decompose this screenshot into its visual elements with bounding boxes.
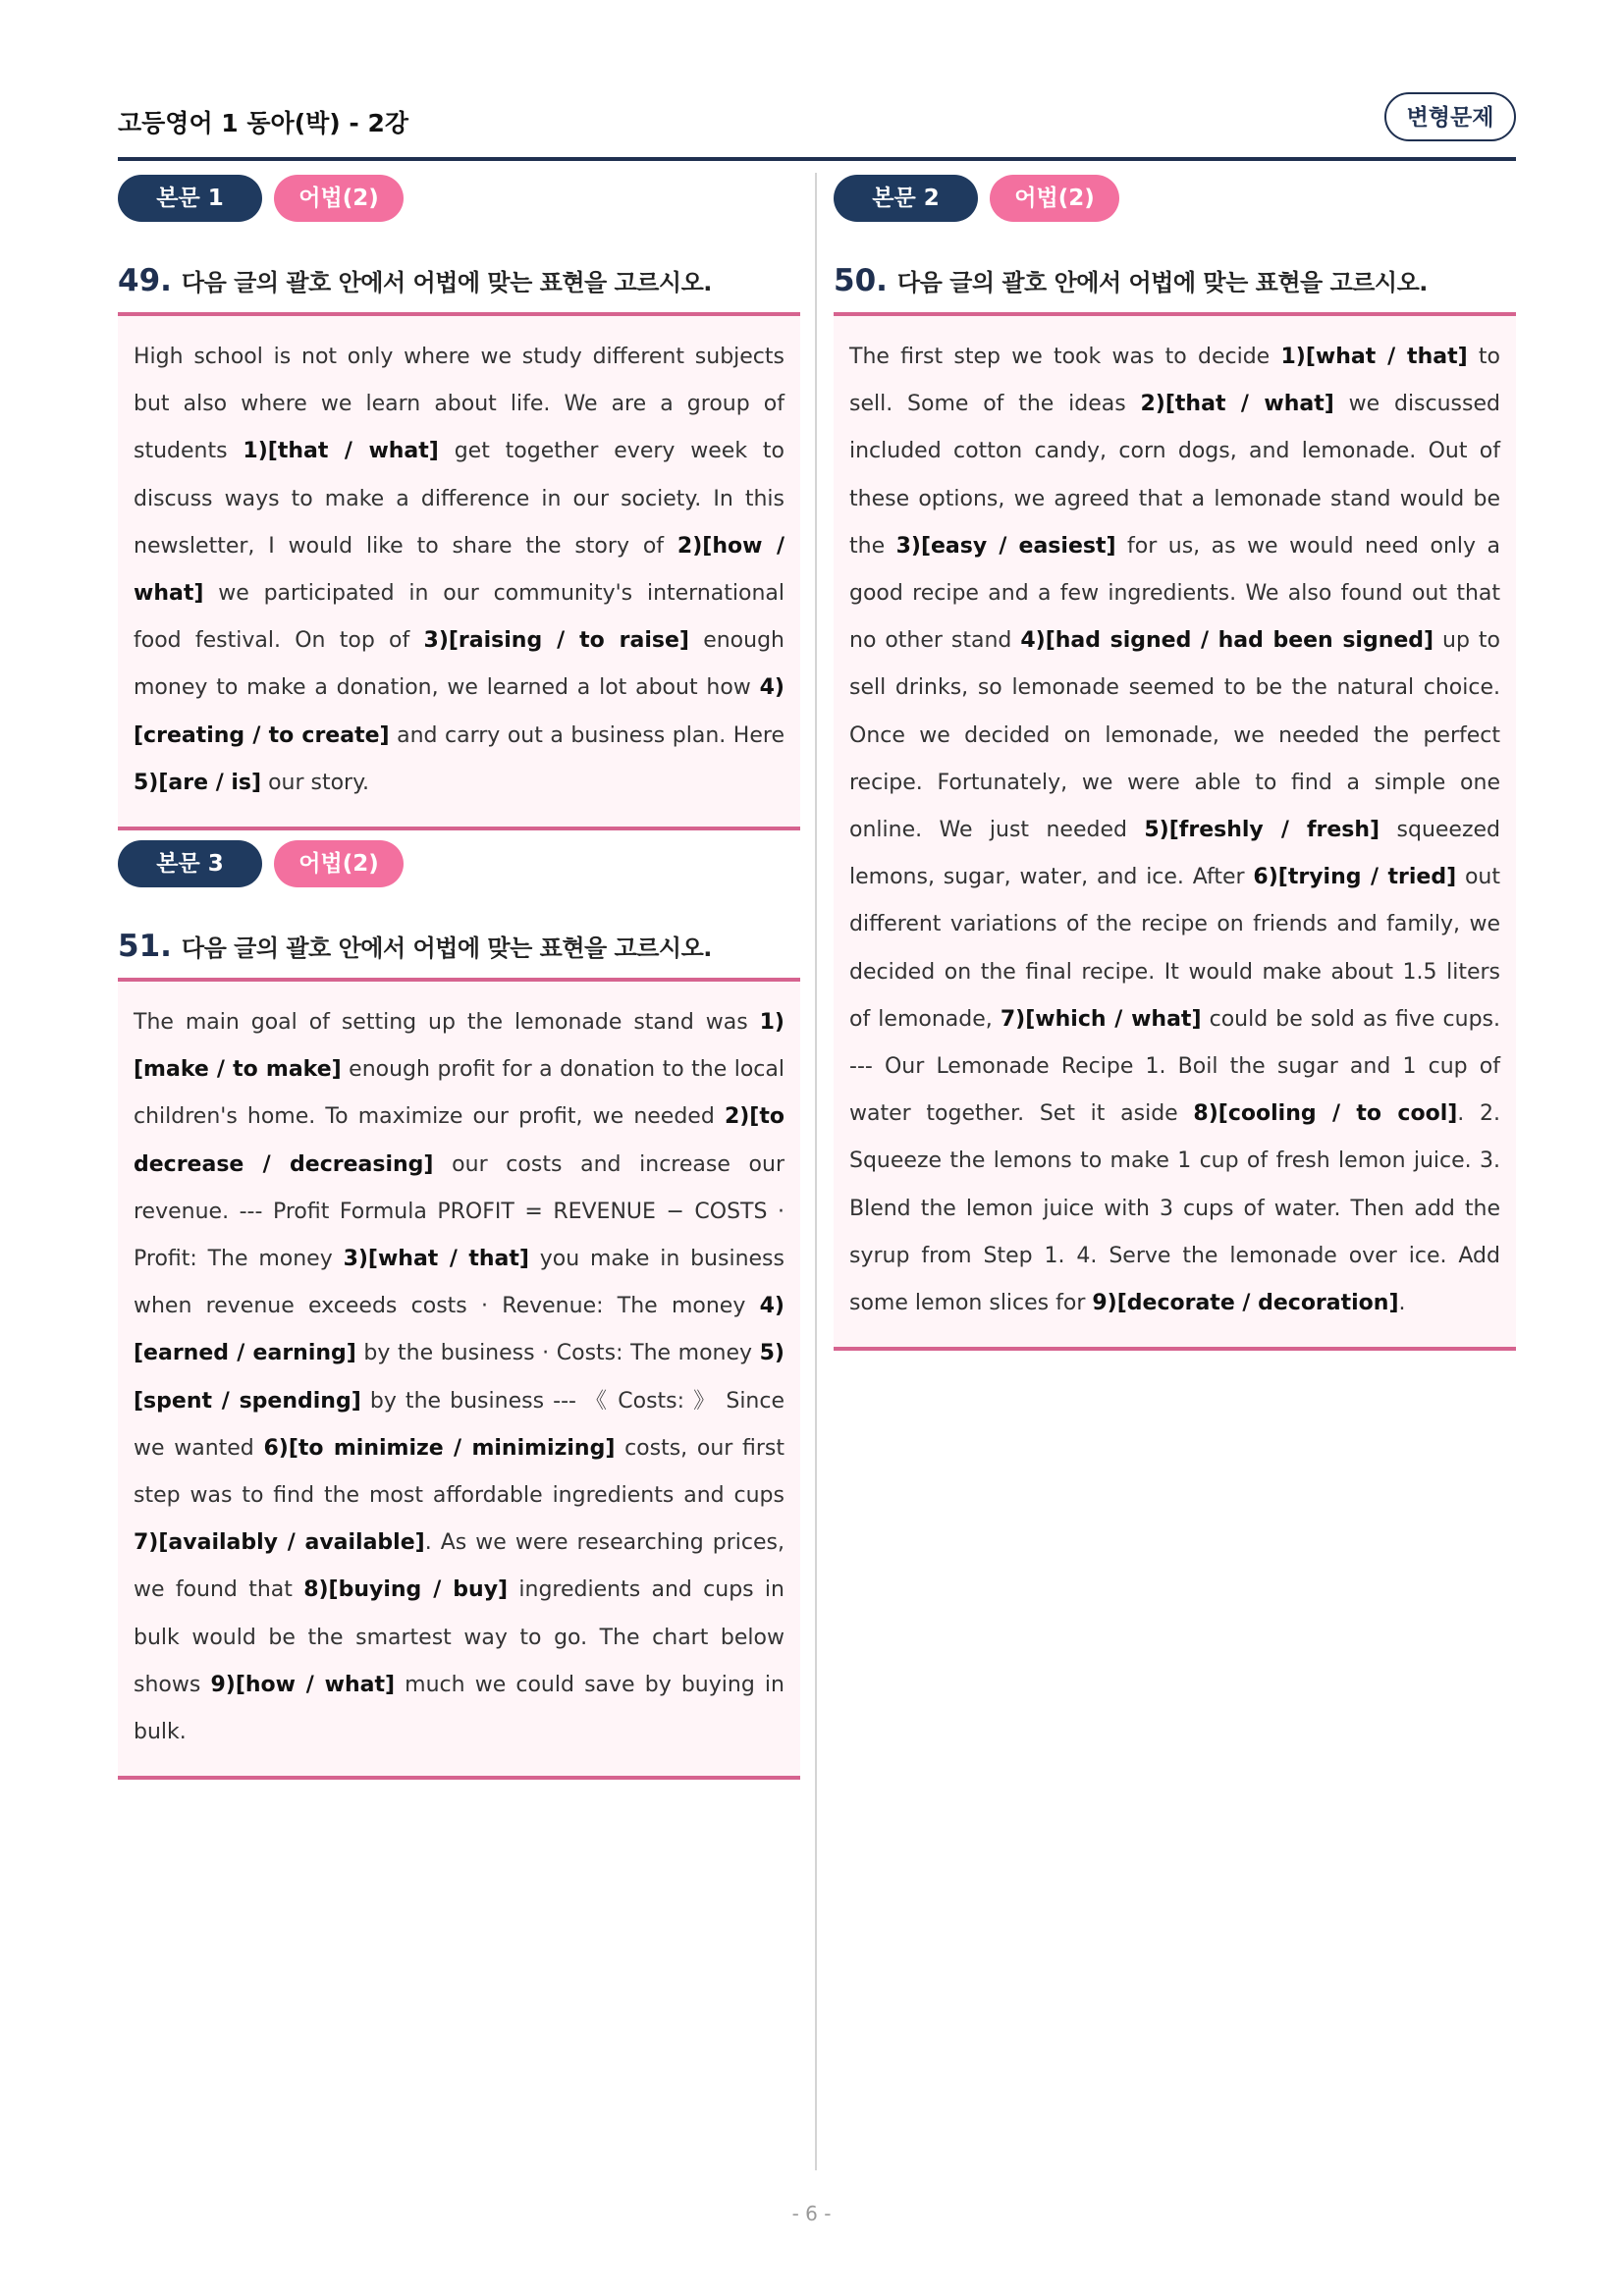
passage-tag: 본문 1 — [118, 175, 262, 222]
passage-segment: could be sold as five cups. --- Our Lemonade Recipe 1. Boil the sugar and 1 cup of water together. Set it aside — [849, 1006, 1500, 1127]
passage-segment: . As we were researching prices, we found that — [134, 1530, 784, 1603]
passage-text — [834, 316, 1516, 1351]
question-section-51 — [118, 840, 800, 1780]
answer-choice: 1)[what / that] — [1280, 345, 1468, 369]
answer-choice: 3)[raising / to raise] — [423, 628, 689, 654]
passage-segment: enough money to make a donation, we learned a lot about how — [134, 628, 784, 701]
question-title — [834, 263, 1516, 316]
passage-segment: our story. — [261, 770, 369, 795]
passage-segment: costs, our first step was to find the most affordable ingredients and cups — [134, 1435, 784, 1509]
passage-segment: ingredients and cups in bulk would be the smartest way to go. The chart below shows — [134, 1577, 784, 1697]
passage-segment: you make in business when revenue exceeds costs · Revenue: The money — [134, 1247, 784, 1319]
page-header — [118, 96, 1516, 161]
passage-tag: 본문 2 — [834, 175, 978, 222]
passage-segment: The main goal of setting up the lemonade stand was — [134, 1010, 760, 1035]
category-tag: 어법(2) — [990, 175, 1119, 222]
question-instruction: 다음 글의 괄호 안에서 어법에 맞는 표현을 고르시오. — [181, 934, 712, 962]
question-section-49 — [118, 175, 800, 830]
answer-choice: 1)[make / to make] — [134, 1010, 784, 1083]
answer-choice: 1)[that / what] — [243, 439, 439, 464]
passage-segment: squeezed lemons, sugar, water, and ice. After — [849, 818, 1501, 890]
column-divider — [815, 173, 817, 2170]
answer-choice: 4)[earned / earning] — [134, 1294, 784, 1366]
passage-segment: High school is not only where we study different subjects but also where we learn about life. We are a group of students — [134, 345, 784, 464]
answer-choice: 4)[creating / to create] — [134, 675, 784, 748]
answer-choice: 9)[decorate / decoration] — [1092, 1291, 1399, 1316]
question-title — [118, 929, 800, 982]
passage-segment: up to sell drinks, so lemonade seemed to be the natural choice. Once we decided on lemonade, we needed the perfect recipe. Fortunately, we were able to find a simple one online. We just needed — [849, 628, 1500, 843]
answer-choice: 6)[to minimize / minimizing] — [263, 1435, 616, 1461]
answer-choice: 4)[had signed / had been signed] — [1020, 628, 1434, 654]
question-type-badge: 변형문제 — [1384, 92, 1516, 141]
question-instruction: 다음 글의 괄호 안에서 어법에 맞는 표현을 고르시오. — [181, 269, 712, 296]
passage-segment: we participated in our community's international food festival. On top of — [134, 581, 784, 654]
category-tag: 어법(2) — [274, 175, 404, 222]
answer-choice: 7)[which / what] — [1000, 1006, 1202, 1032]
answer-choice: 7)[availably / available] — [134, 1530, 425, 1556]
question-number: 50. — [834, 263, 888, 298]
answer-choice: 2)[to decrease / decreasing] — [134, 1104, 784, 1177]
passage-segment: by the business · Costs: The money — [355, 1341, 760, 1366]
passage-segment: and carry out a business plan. Here — [389, 722, 784, 748]
passage-tag: 본문 3 — [118, 840, 262, 887]
passage-segment: for us, as we would need only a good recipe and a few ingredients. We also found out that no other stand — [849, 533, 1500, 654]
answer-choice: 3)[easy / easiest] — [895, 533, 1116, 559]
passage-segment: The first step we took was to decide — [849, 345, 1281, 369]
answer-choice: 9)[how / what] — [210, 1672, 396, 1697]
page-number: - 6 - — [791, 2202, 832, 2225]
answer-choice: 5)[freshly / fresh] — [1144, 818, 1380, 843]
section-tags — [118, 175, 800, 224]
passage-segment: . — [1398, 1291, 1406, 1316]
passage-text — [118, 316, 800, 830]
answer-choice: 2)[that / what] — [1140, 392, 1334, 417]
passage-segment: get together every week to discuss ways to make a difference in our society. In this newsletter, I would like to share the story of — [134, 439, 785, 559]
passage-segment: out different variations of the recipe on friends and family, we decided on the final recipe. It would make about 1.5 liters of lemonade, — [849, 865, 1500, 1032]
question-number: 49. — [118, 263, 172, 298]
answer-choice: 6)[trying / tried] — [1253, 865, 1457, 890]
document-title: 고등영어 1 동아(박) - 2강 — [118, 109, 409, 137]
section-tags — [118, 840, 800, 889]
passage-segment: we discussed included cotton candy, corn dogs, and lemonade. Out of these options, we agreed that a lemonade stand would be the — [849, 392, 1500, 559]
question-title — [118, 263, 800, 316]
answer-choice: 2)[how / what] — [134, 533, 784, 607]
question-section-50 — [834, 175, 1516, 1351]
passage-segment: . 2. Squeeze the lemons to make 1 cup of fresh lemon juice. 3. Blend the lemon juice with 3 cups of water. Then add the syrup from Step 1. 4. Serve the lemonade over ice. Add some lemon slices for — [849, 1101, 1501, 1316]
passage-segment: our costs and increase our revenue. --- Profit Formula PROFIT = REVENUE − COSTS · Profit: The money — [134, 1151, 784, 1272]
section-tags — [834, 175, 1516, 224]
answer-choice: 5)[spent / spending] — [134, 1341, 784, 1414]
answer-choice: 8)[buying / buy] — [303, 1577, 509, 1603]
passage-segment: to sell. Some of the ideas — [849, 345, 1500, 417]
answer-choice: 8)[cooling / to cool] — [1193, 1101, 1458, 1127]
passage-segment: much we could save by buying in bulk. — [134, 1672, 784, 1745]
passage-text — [118, 982, 800, 1780]
passage-segment: enough profit for a donation to the local children's home. To maximize our profit, we needed — [134, 1057, 784, 1130]
answer-choice: 3)[what / that] — [343, 1247, 529, 1272]
category-tag: 어법(2) — [274, 840, 404, 887]
question-instruction: 다음 글의 괄호 안에서 어법에 맞는 표현을 고르시오. — [896, 269, 1428, 296]
answer-choice: 5)[are / is] — [134, 770, 262, 795]
passage-segment: by the business --- 《 Costs: 》 Since we wanted — [134, 1388, 784, 1461]
question-number: 51. — [118, 929, 172, 964]
